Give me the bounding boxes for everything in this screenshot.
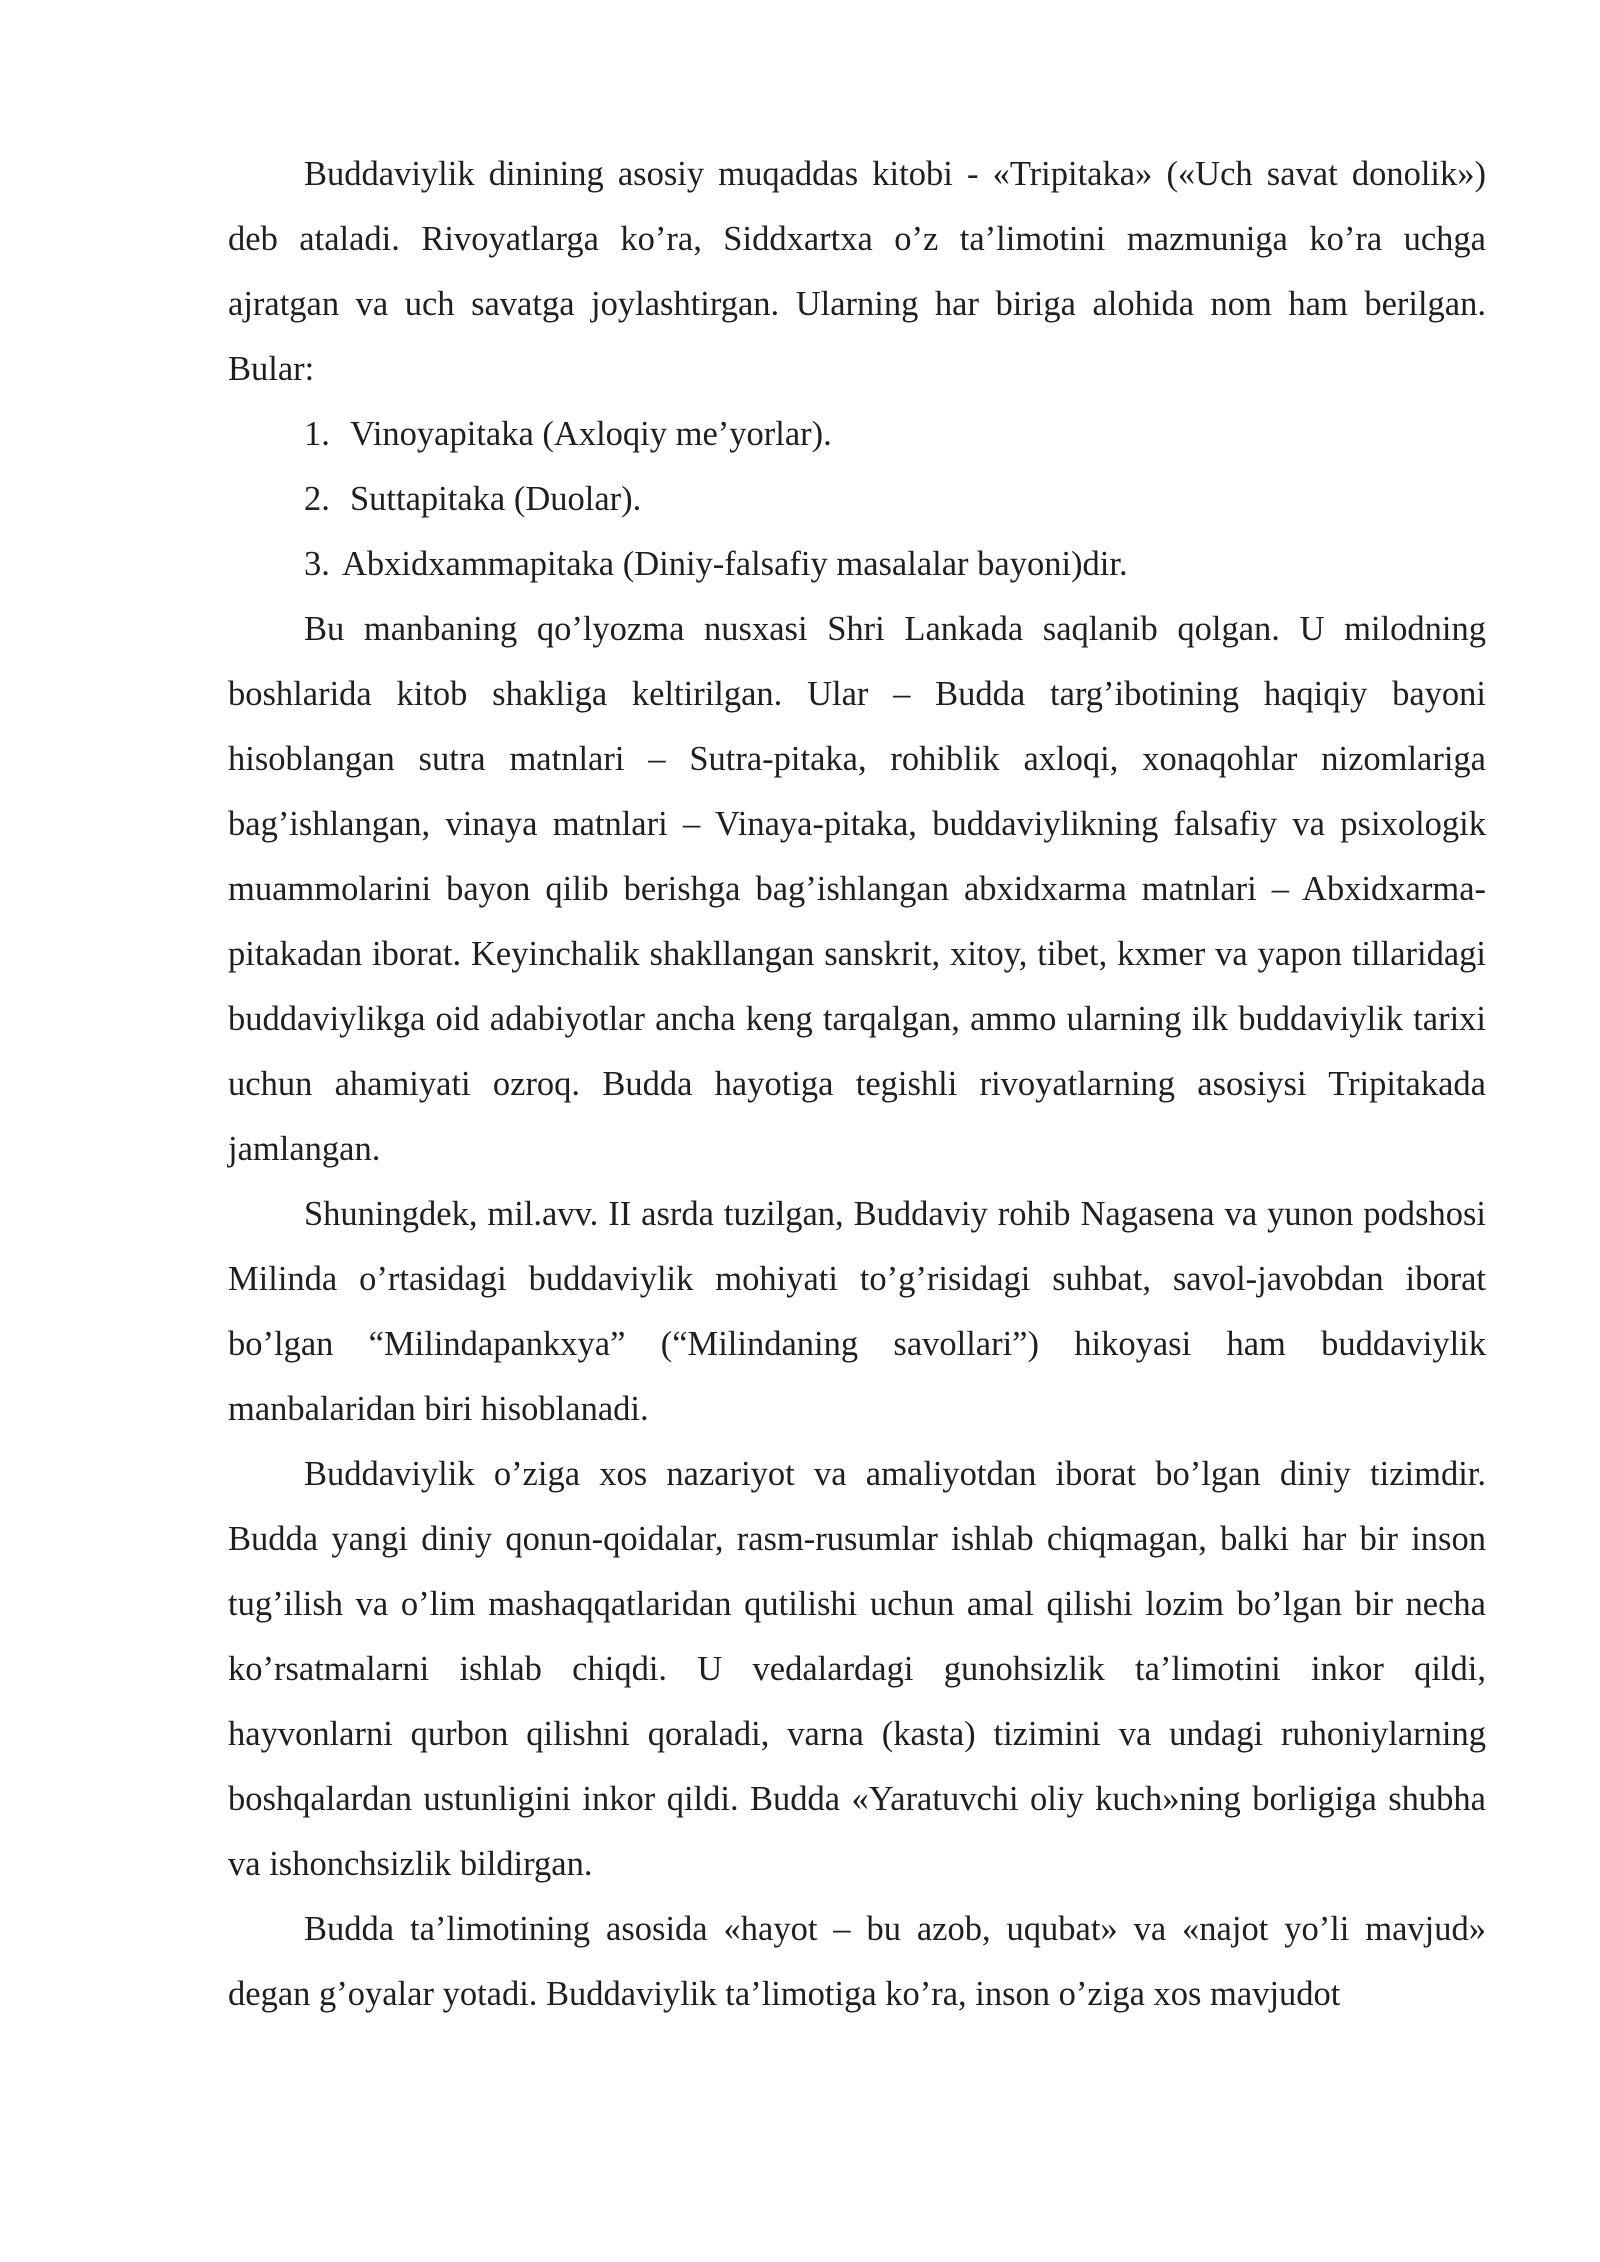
- list-item-number: 1.: [304, 415, 330, 453]
- paragraph-teaching-basis: Budda ta’limotining asosida «hayot – bu azob, uqubat» va «najot yo’li mavjud» degan g’oyalar yotadi. Buddaviylik ta’limotiga ko’ra, inson o’ziga xos mavjudot: [228, 1910, 1486, 2013]
- document-body: [228, 142, 1486, 2027]
- tripitaka-list: [228, 402, 1486, 597]
- list-item: [228, 402, 1486, 467]
- paragraph-religious-system: Buddaviylik o’ziga xos nazariyot va amaliyotdan iborat bo’lgan diniy tizimdir. Budda yangi diniy qonun-qoidalar, rasm-rusumlar ishlab chiqmagan, balki har bir inson tug’ilish va o’lim mashaqqatlaridan qutilishi uchun amal qilishi lozim bo’lgan bir necha ko’rsatmalarni ishlab chiqdi. U vedalardagi gunohsizlik ta’limotini inkor qildi, hayvonlarni qurbon qilishni qoraladi, varna (kasta) tizimini va undagi ruhoniylarning boshqalardan ustunligini inkor qildi. Budda «Yaratuvchi oliy kuch»ning borligiga shubha va ishonchsizlik bildirgan.: [228, 1455, 1486, 1883]
- paragraph-tripitaka-intro: Buddaviylik dinining asosiy muqaddas kitobi - «Tripitaka» («Uch savat donolik») deb ataladi. Rivoyatlarga ko’ra, Siddxartxa o’z ta’limotini mazmuniga ko’ra uchga ajratgan va uch savatga joylashtirgan. Ularning har biriga alohida nom ham berilgan. Bular:: [228, 155, 1486, 388]
- list-item-text: Abxidxammapitaka (Diniy-falsafiy masalalar bayoni)dir.: [342, 545, 1128, 583]
- list-item-number: 2.: [304, 480, 330, 518]
- list-item-text: Vinoyapitaka (Axloqiy me’yorlar).: [350, 415, 832, 453]
- paragraph-manuscript: Bu manbaning qo’lyozma nusxasi Shri Lankada saqlanib qolgan. U milodning boshlarida kitob shakliga keltirilgan. Ular – Budda targ’ibotining haqiqiy bayoni hisoblangan sutra matnlari – Sutra-pitaka, rohiblik axloqi, xonaqohlar nizomlariga bag’ishlangan, vinaya matnlari – Vinaya-pitaka, buddaviylikning falsafiy va psixologik muammolarini bayon qilib berishga bag’ishlangan abxidxarma matnlari – Abxidxarma-pitakadan iborat. Keyinchalik shakllangan sanskrit, xitoy, tibet, kxmer va yapon tillaridagi buddaviylikga oid adabiyotlar ancha keng tarqalgan, ammo ularning ilk buddaviylik tarixi uchun ahamiyati ozroq. Budda hayotiga tegishli rivoyatlarning asosiysi Tripitakada jamlangan.: [228, 610, 1486, 1168]
- list-item: [228, 532, 1486, 597]
- list-item-number: 3.: [304, 545, 330, 583]
- list-item: [228, 467, 1486, 532]
- list-item-text: Suttapitaka (Duolar).: [350, 480, 642, 518]
- paragraph-milindapankxya: Shuningdek, mil.avv. II asrda tuzilgan, Buddaviy rohib Nagasena va yunon podshosi Milinda o’rtasidagi buddaviylik mohiyati to’g’risidagi suhbat, savol-javobdan iborat bo’lgan “Milindapankxya” (“Milindaning savollari”) hikoyasi ham buddaviylik manbalaridan biri hisoblanadi.: [228, 1195, 1486, 1428]
